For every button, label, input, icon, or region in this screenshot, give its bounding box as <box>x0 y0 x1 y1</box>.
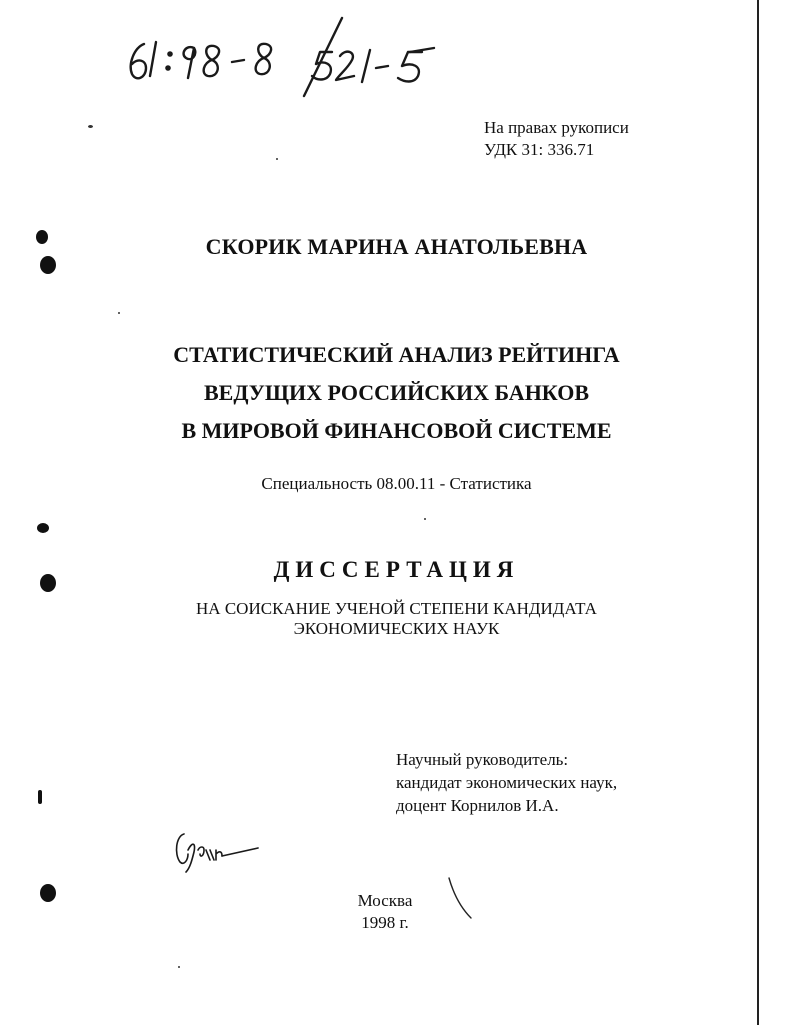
specialty-line: Специальность 08.00.11 - Статистика <box>261 474 532 493</box>
pencil-slash-mark <box>445 876 475 921</box>
title-line: ВЕДУЩИХ РОССИЙСКИХ БАНКОВ <box>203 380 590 405</box>
rights-line: На правах рукописи <box>484 118 629 137</box>
scan-mark <box>276 158 278 160</box>
document-type: ДИССЕРТАЦИЯ <box>273 557 520 582</box>
punch-hole <box>38 790 42 804</box>
punch-hole <box>40 256 56 274</box>
udc-line: УДК 31: 336.71 <box>484 140 595 159</box>
scan-mark <box>424 518 426 520</box>
year: 1998 г. <box>361 913 409 932</box>
degree-block <box>0 599 793 639</box>
punch-hole <box>40 884 56 902</box>
city: Москва <box>357 891 413 910</box>
title-line: В МИРОВОЙ ФИНАНСОВОЙ СИСТЕМЕ <box>181 418 612 443</box>
page-edge-line <box>757 0 759 1025</box>
supervisor-name: доцент Корнилов И.А. <box>396 796 559 815</box>
author-name: СКОРИК МАРИНА АНАТОЛЬЕВНА <box>205 234 588 259</box>
scan-mark <box>118 312 120 314</box>
degree-line: ЭКОНОМИЧЕСКИХ НАУК <box>293 619 500 638</box>
rights-block <box>484 117 629 161</box>
dissertation-title <box>0 336 793 450</box>
supervisor-degree: кандидат экономических наук, <box>396 773 618 792</box>
scan-mark <box>88 125 93 128</box>
handwritten-archive-code <box>120 12 440 102</box>
punch-hole <box>40 574 56 592</box>
punch-hole <box>37 523 49 533</box>
scan-mark <box>178 966 180 968</box>
title-line: СТАТИСТИЧЕСКИЙ АНАЛИЗ РЕЙТИНГА <box>173 342 620 367</box>
handwritten-signature <box>170 820 260 875</box>
city-year-block <box>330 890 440 934</box>
supervisor-block <box>396 748 617 817</box>
punch-hole <box>36 230 48 244</box>
supervisor-label: Научный руководитель: <box>396 750 569 769</box>
degree-line: НА СОИСКАНИЕ УЧЕНОЙ СТЕПЕНИ КАНДИДАТА <box>196 599 597 618</box>
